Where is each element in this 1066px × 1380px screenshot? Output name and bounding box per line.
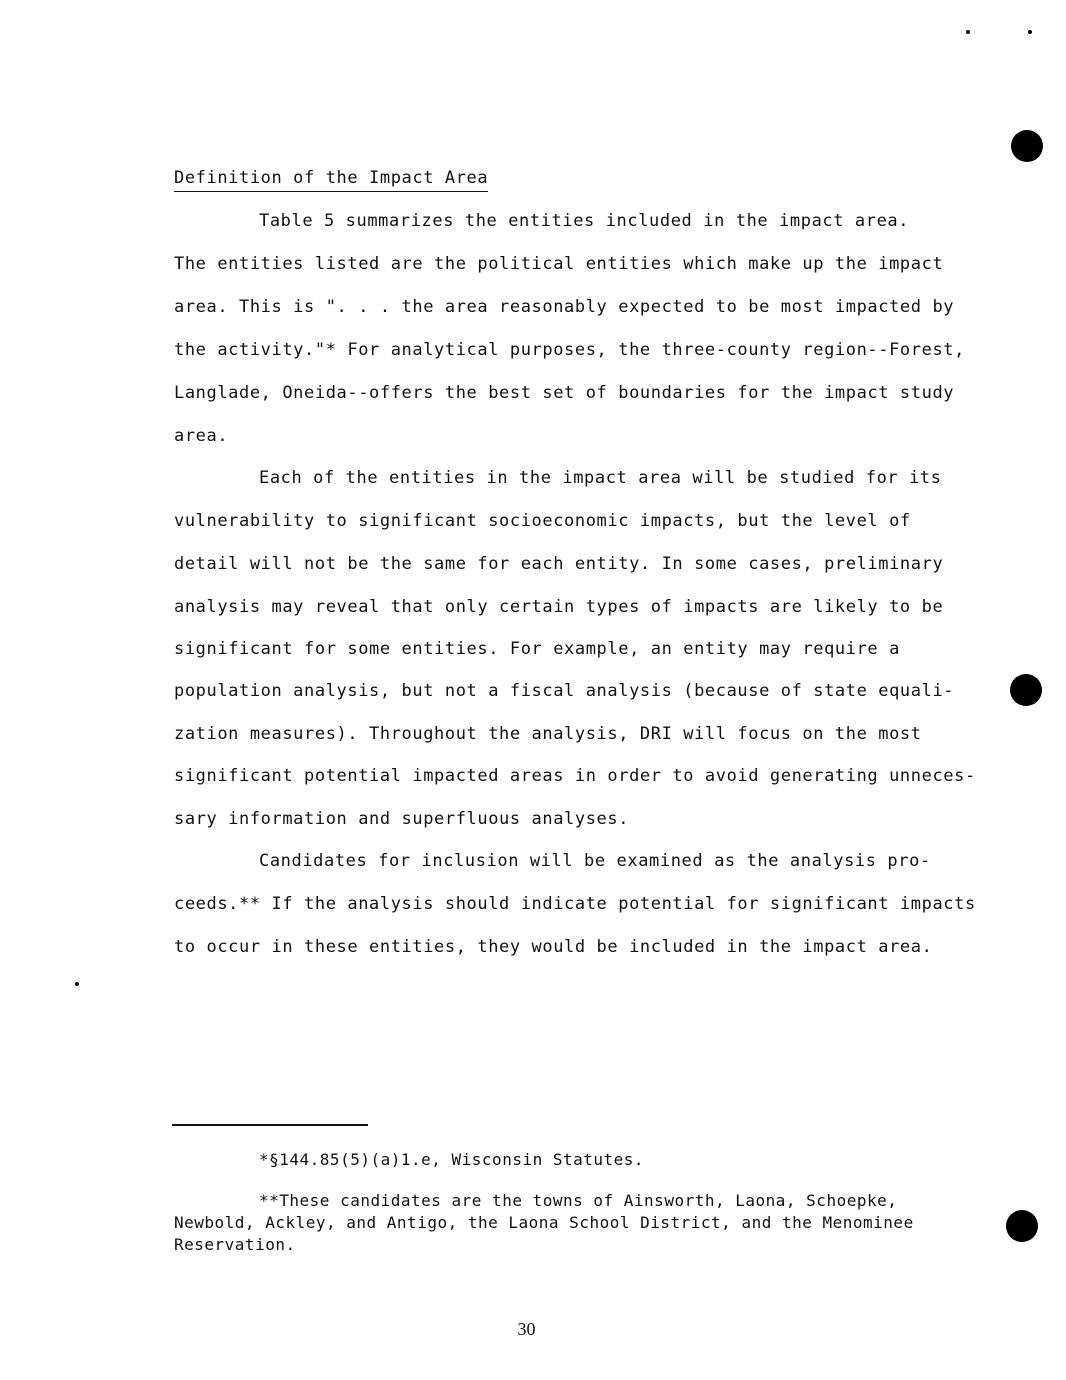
body-line: Each of the entities in the impact area will be studied for its [259,468,942,488]
footnote: *§144.85(5)(a)1.e, Wisconsin Statutes. [259,1150,645,1169]
body-line: Table 5 summarizes the entities included in the impact area. [259,211,910,231]
body-line: area. [174,426,229,446]
binder-hole [1010,674,1042,706]
section-heading: Definition of the Impact Area [174,166,488,192]
binder-hole [1011,130,1043,162]
footnote-line: Reservation. [174,1235,296,1254]
body-line: the activity."* For analytical purposes, the three-county region--Forest, [174,340,965,360]
scan-speck [75,982,79,986]
binder-hole [1006,1210,1038,1242]
body-line: area. This is ". . . the area reasonably expected to be most impacted by [174,297,955,317]
body-line: sary information and superfluous analyses. [174,809,630,829]
scan-speck [1028,30,1032,34]
body-line: Candidates for inclusion will be examined as the analysis pro- [259,851,931,871]
body-line: vulnerability to significant socioeconomic impacts, but the level of [174,511,911,531]
body-line: to occur in these entities, they would be included in the impact area. [174,937,933,957]
body-line: significant for some entities. For example, an entity may require a [174,639,900,659]
body-line: analysis may reveal that only certain types of impacts are likely to be [174,597,944,617]
scan-speck [966,30,970,34]
body-line: ceeds.** If the analysis should indicate potential for significant impacts [174,894,976,914]
body-line: The entities listed are the political entities which make up the impact [174,254,944,274]
footnote-rule [172,1124,368,1126]
body-line: zation measures). Throughout the analysis, DRI will focus on the most [174,724,922,744]
body-line: detail will not be the same for each entity. In some cases, preliminary [174,554,944,574]
body-line: population analysis, but not a fiscal analysis (because of state equali- [174,681,955,701]
page-number: 30 [517,1319,536,1339]
footnote: **These candidates are the towns of Ainsworth, Laona, Schoepke, [259,1191,898,1210]
footnote-line: Newbold, Ackley, and Antigo, the Laona School District, and the Menominee [174,1213,914,1232]
body-line: Langlade, Oneida--offers the best set of boundaries for the impact study [174,383,955,403]
body-line: significant potential impacted areas in order to avoid generating unneces- [174,766,976,786]
